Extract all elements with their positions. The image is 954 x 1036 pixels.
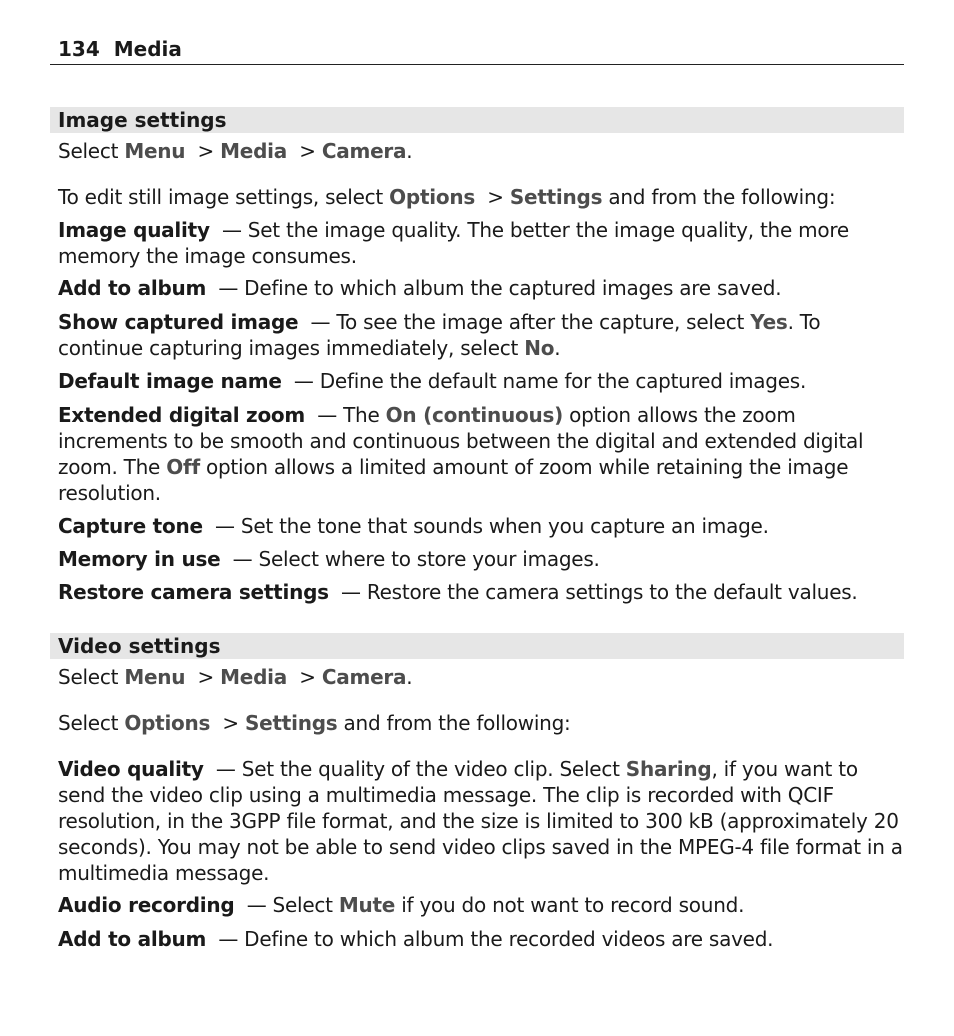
option-no: No	[524, 336, 555, 360]
option-sharing: Sharing	[625, 757, 712, 781]
intro-separator: >	[487, 185, 504, 209]
path-end: .	[406, 665, 413, 689]
intro-options: Options	[389, 185, 475, 209]
item-add-to-album	[58, 275, 904, 301]
intro-text-post: and from the following:	[608, 185, 836, 209]
item-restore-camera-settings	[58, 579, 904, 605]
description: . To continue capturing images immediately, select	[58, 310, 821, 360]
intro-separator: >	[222, 711, 239, 735]
description: — The	[317, 403, 380, 427]
term: Default image name	[58, 369, 282, 393]
description: — To see the image after the capture, select	[310, 310, 745, 334]
option-mute: Mute	[338, 893, 396, 917]
video-settings-path	[58, 664, 904, 690]
term: Add to album	[58, 276, 207, 300]
path-select-text: Select	[58, 665, 119, 689]
path-end: .	[406, 139, 413, 163]
term: Capture tone	[58, 514, 203, 538]
path-separator: >	[299, 665, 316, 689]
item-memory-in-use	[58, 546, 904, 572]
description: if you do not want to record sound.	[401, 893, 745, 917]
intro-settings: Settings	[509, 185, 603, 209]
intro-options: Options	[124, 711, 211, 735]
description: — Set the tone that sounds when you capture an image.	[215, 514, 769, 538]
item-image-quality	[58, 217, 904, 269]
option-yes: Yes	[750, 310, 788, 334]
intro-text-post: and from the following:	[343, 711, 571, 735]
path-select-text: Select	[58, 139, 119, 163]
description: — Set the image quality. The better the image quality, the more memory the image consumes.	[58, 218, 849, 268]
term: Memory in use	[58, 547, 221, 571]
item-video-quality	[58, 756, 904, 886]
item-capture-tone	[58, 513, 904, 539]
video-settings-intro	[58, 710, 904, 736]
term: Extended digital zoom	[58, 403, 306, 427]
page-number: 134	[58, 37, 100, 61]
image-settings-intro	[58, 184, 904, 210]
description: — Set the quality of the video clip. Select	[215, 757, 620, 781]
term: Audio recording	[58, 893, 235, 917]
section-title-video-settings: Video settings	[50, 633, 904, 659]
path-camera: Camera	[321, 139, 407, 163]
description: — Restore the camera settings to the default values.	[341, 580, 858, 604]
option-on-continuous: On (continuous)	[385, 403, 563, 427]
description: option allows a limited amount of zoom while retaining the image resolution.	[58, 455, 849, 505]
intro-text: To edit still image settings, select	[58, 185, 384, 209]
description: — Define to which album the recorded videos are saved.	[218, 927, 774, 951]
option-off: Off	[166, 455, 200, 479]
term: Image quality	[58, 218, 210, 242]
description: — Define to which album the captured images are saved.	[218, 276, 782, 300]
path-separator: >	[197, 139, 214, 163]
path-media: Media	[220, 139, 287, 163]
path-separator: >	[299, 139, 316, 163]
description: — Select where to store your images.	[232, 547, 600, 571]
item-extended-digital-zoom	[58, 402, 904, 506]
description: — Select	[246, 893, 333, 917]
intro-text: Select	[58, 711, 119, 735]
term: Video quality	[58, 757, 204, 781]
path-media: Media	[220, 665, 287, 689]
path-camera: Camera	[321, 665, 407, 689]
page-header	[50, 36, 904, 65]
term: Show captured image	[58, 310, 299, 334]
path-menu: Menu	[124, 139, 186, 163]
description: — Define the default name for the captured images.	[293, 369, 807, 393]
header-section: Media	[113, 37, 182, 61]
description: .	[554, 336, 561, 360]
image-settings-path	[58, 138, 904, 164]
term: Restore camera settings	[58, 580, 329, 604]
path-menu: Menu	[124, 665, 186, 689]
term: Add to album	[58, 927, 207, 951]
item-audio-recording	[58, 892, 904, 918]
item-default-image-name	[58, 368, 904, 394]
path-separator: >	[197, 665, 214, 689]
description: option allows the zoom increments to be smooth and continuous between the digital and extended digital zoom. The	[58, 403, 864, 479]
item-video-add-to-album	[58, 926, 904, 952]
description: , if you want to send the video clip using a multimedia message. The clip is recorded with QCIF resolution, in the 3GPP file format, and the size is limited to 300 kB (approximately 20 seconds). You may not be able to send video clips saved in the MPEG-4 file format in a multimedia message.	[58, 757, 903, 885]
item-show-captured-image	[58, 309, 904, 361]
section-title-image-settings: Image settings	[50, 107, 904, 133]
intro-settings: Settings	[245, 711, 338, 735]
